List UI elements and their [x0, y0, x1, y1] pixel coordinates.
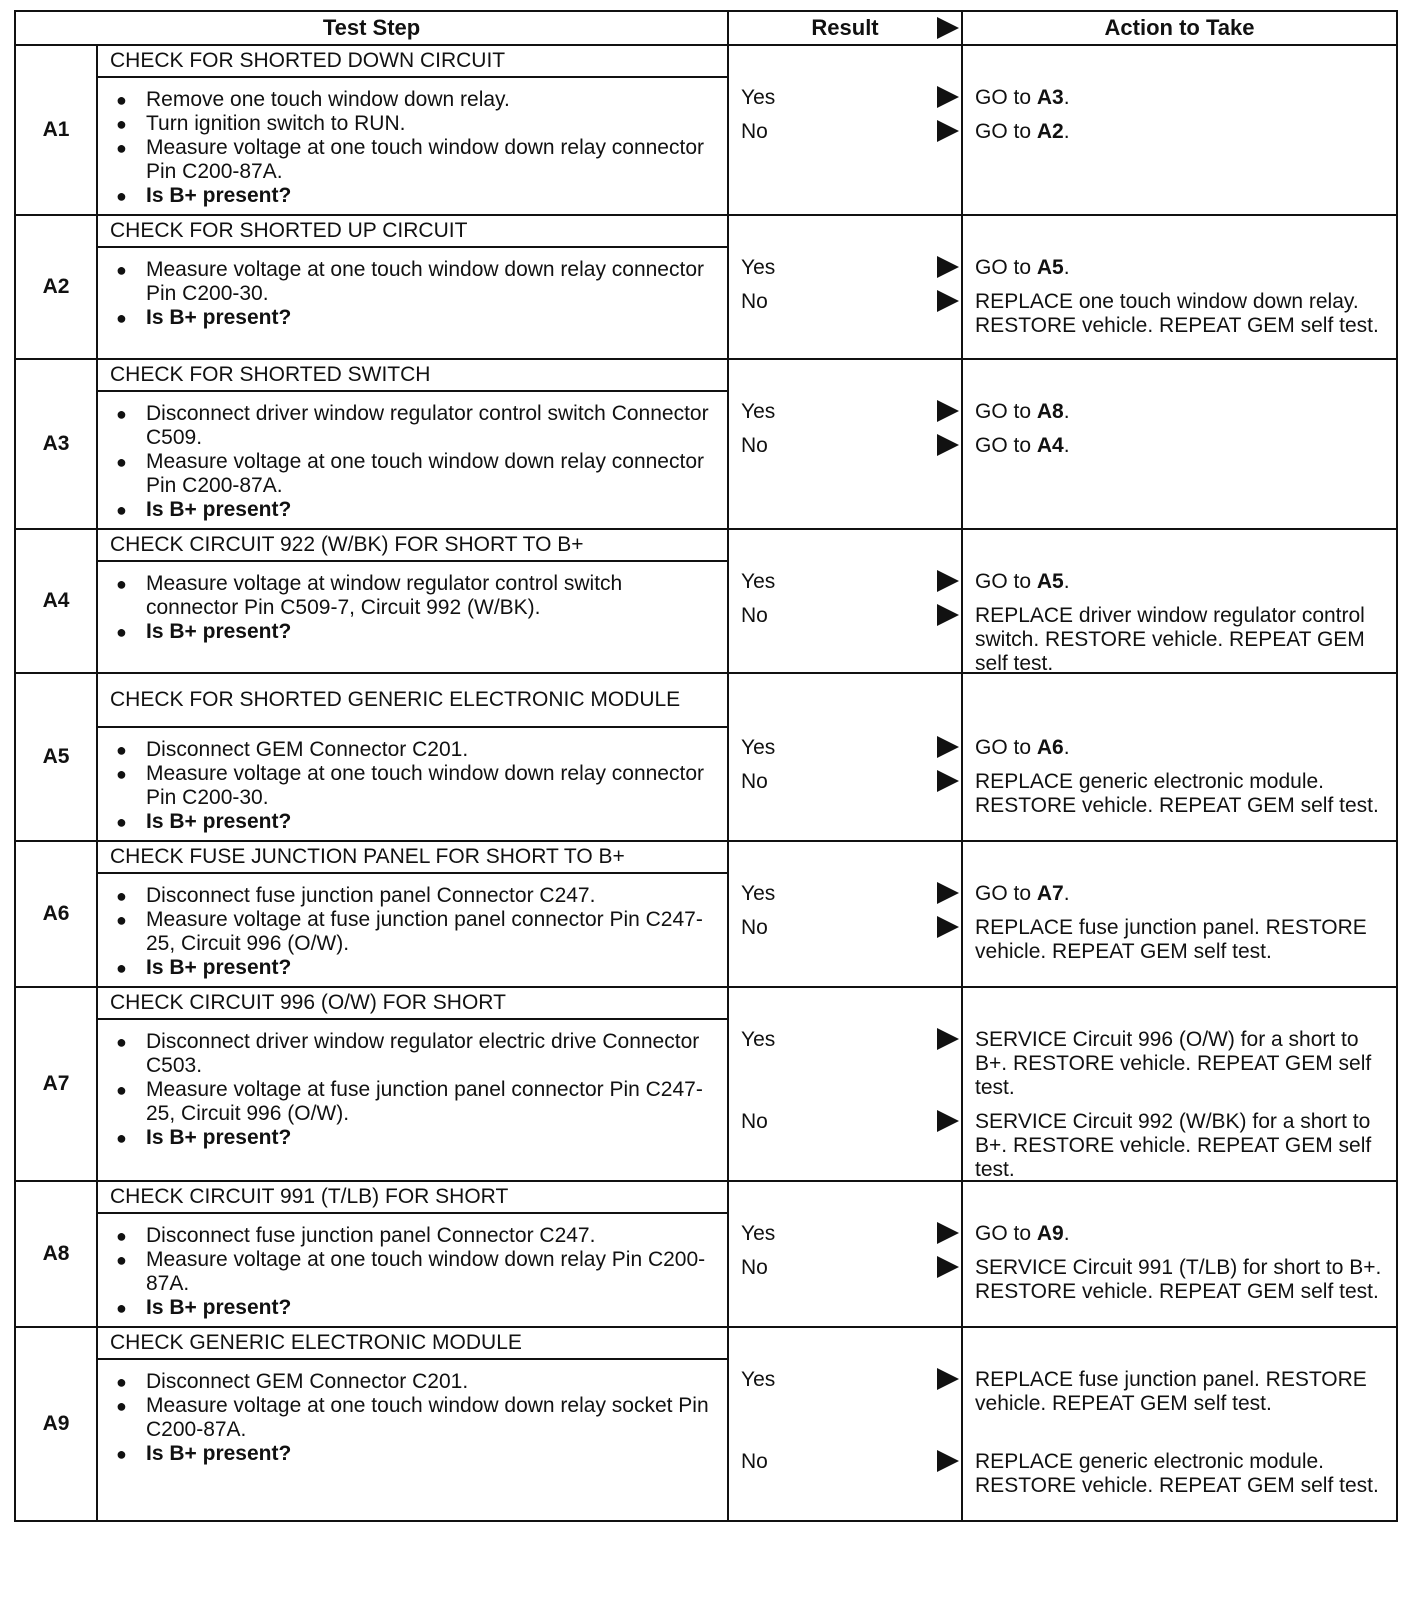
action-text: GO to: [975, 570, 1037, 593]
action-cell: [962, 673, 1397, 841]
arrow-icon: [937, 916, 959, 938]
bullet-list: [108, 738, 717, 834]
result-yes: Yes: [741, 882, 776, 905]
bullet-item: ● Turn ignition switch to RUN.: [108, 112, 717, 136]
action-target-step: A7: [1036, 882, 1064, 905]
result-no: No: [741, 290, 768, 313]
step-title-row: [15, 1181, 1397, 1213]
action-text: GO to: [975, 120, 1037, 143]
action-yes: [975, 736, 1386, 760]
action-suffix: .: [1063, 1222, 1070, 1245]
action-target-step: A2: [1036, 120, 1064, 143]
action-yes: [975, 1368, 1386, 1416]
step-id: A2: [15, 215, 97, 359]
action-text: GO to: [975, 736, 1037, 759]
result-cell: [728, 841, 962, 987]
step-title: CHECK FOR SHORTED GENERIC ELECTRONIC MODULE: [97, 673, 728, 727]
result-cell: [728, 987, 962, 1181]
action-text: SERVICE Circuit 992 (W/BK) for a short to B+. RESTORE vehicle. REPEAT GEM self test.: [975, 1110, 1372, 1181]
bullet-item: ● Disconnect driver window regulator control switch Connector C509.: [108, 402, 717, 450]
step-question: ● Is B+ present?: [108, 306, 717, 330]
action-no: [975, 604, 1386, 676]
bullet-list: [108, 884, 717, 980]
action-no: [975, 1110, 1386, 1182]
action-no: [975, 434, 1386, 458]
bullet-item: ● Measure voltage at one touch window down relay connector Pin C200-87A.: [108, 136, 717, 184]
arrow-icon: [937, 770, 959, 792]
result-no: No: [741, 1450, 768, 1473]
step-id: A9: [15, 1327, 97, 1521]
step-question: ● Is B+ present?: [108, 1442, 717, 1466]
bullet-item: ● Measure voltage at one touch window down relay connector Pin C200-30.: [108, 258, 717, 306]
step-title-row: [15, 1327, 1397, 1359]
result-cell: [728, 1327, 962, 1521]
action-cell: [962, 359, 1397, 529]
step-title-row: [15, 45, 1397, 77]
test-step-table: [14, 10, 1398, 1522]
action-text: REPLACE one touch window down relay. RESTORE vehicle. REPEAT GEM self test.: [975, 290, 1379, 337]
result-yes: Yes: [741, 1368, 776, 1391]
action-cell: [962, 529, 1397, 673]
step-question: ● Is B+ present?: [108, 956, 717, 980]
arrow-icon: [937, 17, 959, 39]
arrow-icon: [937, 86, 959, 108]
step-title-row: [15, 841, 1397, 873]
arrow-icon: [937, 256, 959, 278]
action-target-step: A4: [1036, 434, 1064, 457]
action-yes: [975, 1028, 1386, 1100]
arrow-icon: [937, 570, 959, 592]
step-title-row: [15, 529, 1397, 561]
header-result-label: Result: [811, 15, 879, 40]
bullet-item: ● Disconnect GEM Connector C201.: [108, 1370, 717, 1394]
action-text: REPLACE driver window regulator control switch. RESTORE vehicle. REPEAT GEM self test.: [975, 604, 1365, 675]
arrow-icon: [937, 882, 959, 904]
table-header-row: [15, 11, 1397, 45]
step-id: A1: [15, 45, 97, 215]
step-title: CHECK CIRCUIT 996 (O/W) FOR SHORT: [97, 987, 728, 1019]
arrow-icon: [937, 400, 959, 422]
action-text: REPLACE fuse junction panel. RESTORE vehicle. REPEAT GEM self test.: [975, 1368, 1367, 1415]
step-title: CHECK FOR SHORTED DOWN CIRCUIT: [97, 45, 728, 77]
action-suffix: .: [1063, 736, 1070, 759]
action-no: [975, 1450, 1386, 1498]
header-result: [728, 11, 962, 45]
action-suffix: .: [1063, 570, 1070, 593]
action-text: REPLACE fuse junction panel. RESTORE vehicle. REPEAT GEM self test.: [975, 916, 1367, 963]
step-instructions: [97, 1019, 728, 1181]
arrow-icon: [937, 1222, 959, 1244]
action-target-step: A9: [1036, 1222, 1064, 1245]
action-suffix: .: [1063, 434, 1070, 457]
step-question: ● Is B+ present?: [108, 498, 717, 522]
arrow-icon: [937, 1028, 959, 1050]
result-yes: Yes: [741, 1222, 776, 1245]
action-yes: [975, 882, 1386, 906]
action-no: [975, 916, 1386, 964]
bullet-list: [108, 1370, 717, 1466]
result-no: No: [741, 1110, 768, 1133]
action-yes: [975, 256, 1386, 280]
bullet-list: [108, 402, 717, 522]
arrow-icon: [937, 604, 959, 626]
action-cell: [962, 45, 1397, 215]
action-no: [975, 1256, 1386, 1304]
action-yes: [975, 570, 1386, 594]
result-yes: Yes: [741, 1028, 776, 1051]
action-text: GO to: [975, 256, 1037, 279]
step-id: A5: [15, 673, 97, 841]
step-title-row: [15, 215, 1397, 247]
action-target-step: A5: [1036, 570, 1064, 593]
action-text: GO to: [975, 882, 1037, 905]
result-cell: [728, 1181, 962, 1327]
result-yes: Yes: [741, 400, 776, 423]
step-id: A3: [15, 359, 97, 529]
bullet-item: ● Disconnect driver window regulator electric drive Connector C503.: [108, 1030, 717, 1078]
action-cell: [962, 1181, 1397, 1327]
result-no: No: [741, 120, 768, 143]
action-no: [975, 120, 1386, 144]
action-text: REPLACE generic electronic module. RESTORE vehicle. REPEAT GEM self test.: [975, 770, 1379, 817]
step-instructions: [97, 727, 728, 841]
bullet-item: ● Disconnect fuse junction panel Connector C247.: [108, 1224, 717, 1248]
action-suffix: .: [1063, 86, 1070, 109]
action-target-step: A8: [1036, 400, 1064, 423]
result-no: No: [741, 604, 768, 627]
step-title-row: [15, 673, 1397, 727]
step-instructions: [97, 77, 728, 215]
step-title: CHECK GENERIC ELECTRONIC MODULE: [97, 1327, 728, 1359]
step-instructions: [97, 1213, 728, 1327]
result-no: No: [741, 1256, 768, 1279]
result-no: No: [741, 916, 768, 939]
step-question: ● Is B+ present?: [108, 1296, 717, 1320]
action-suffix: .: [1063, 882, 1070, 905]
bullet-item: ● Disconnect fuse junction panel Connector C247.: [108, 884, 717, 908]
step-instructions: [97, 247, 728, 359]
action-cell: [962, 215, 1397, 359]
result-cell: [728, 529, 962, 673]
action-target-step: A3: [1036, 86, 1064, 109]
action-yes: [975, 400, 1386, 424]
bullet-item: ● Measure voltage at one touch window down relay socket Pin C200-87A.: [108, 1394, 717, 1442]
action-suffix: .: [1063, 256, 1070, 279]
action-target-step: A6: [1036, 736, 1064, 759]
action-yes: [975, 1222, 1386, 1246]
result-yes: Yes: [741, 570, 776, 593]
bullet-list: [108, 88, 717, 208]
step-question: ● Is B+ present?: [108, 810, 717, 834]
step-title: CHECK FOR SHORTED UP CIRCUIT: [97, 215, 728, 247]
step-title: CHECK CIRCUIT 991 (T/LB) FOR SHORT: [97, 1181, 728, 1213]
bullet-item: ● Measure voltage at one touch window down relay connector Pin C200-87A.: [108, 450, 717, 498]
arrow-icon: [937, 1450, 959, 1472]
bullet-item: ● Measure voltage at one touch window down relay Pin C200-87A.: [108, 1248, 717, 1296]
step-id: A6: [15, 841, 97, 987]
action-text: SERVICE Circuit 991 (T/LB) for short to B+. RESTORE vehicle. REPEAT GEM self test.: [975, 1256, 1382, 1303]
step-title-row: [15, 987, 1397, 1019]
result-no: No: [741, 770, 768, 793]
step-title: CHECK FUSE JUNCTION PANEL FOR SHORT TO B+: [97, 841, 728, 873]
action-cell: [962, 987, 1397, 1181]
bullet-item: ● Remove one touch window down relay.: [108, 88, 717, 112]
action-text: GO to: [975, 1222, 1037, 1245]
arrow-icon: [937, 736, 959, 758]
bullet-list: [108, 258, 717, 330]
step-instructions: [97, 873, 728, 987]
result-yes: Yes: [741, 86, 776, 109]
header-test-step: Test Step: [15, 11, 728, 45]
bullet-item: ● Disconnect GEM Connector C201.: [108, 738, 717, 762]
step-id: A7: [15, 987, 97, 1181]
action-text: GO to: [975, 400, 1037, 423]
action-yes: [975, 86, 1386, 110]
arrow-icon: [937, 1368, 959, 1390]
result-yes: Yes: [741, 736, 776, 759]
action-text: SERVICE Circuit 996 (O/W) for a short to B+. RESTORE vehicle. REPEAT GEM self test.: [975, 1028, 1372, 1099]
result-no: No: [741, 434, 768, 457]
result-cell: [728, 215, 962, 359]
arrow-icon: [937, 1110, 959, 1132]
arrow-icon: [937, 1256, 959, 1278]
step-title: CHECK FOR SHORTED SWITCH: [97, 359, 728, 391]
result-cell: [728, 359, 962, 529]
step-instructions: [97, 1359, 728, 1521]
action-target-step: A5: [1036, 256, 1064, 279]
action-cell: [962, 1327, 1397, 1521]
bullet-list: [108, 572, 717, 644]
step-instructions: [97, 561, 728, 673]
step-question: ● Is B+ present?: [108, 184, 717, 208]
step-title: CHECK CIRCUIT 922 (W/BK) FOR SHORT TO B+: [97, 529, 728, 561]
action-suffix: .: [1063, 120, 1070, 143]
step-question: ● Is B+ present?: [108, 1126, 717, 1150]
action-text: GO to: [975, 86, 1037, 109]
step-title-row: [15, 359, 1397, 391]
bullet-list: [108, 1030, 717, 1150]
action-suffix: .: [1063, 400, 1070, 423]
step-instructions: [97, 391, 728, 529]
arrow-icon: [937, 434, 959, 456]
arrow-icon: [937, 120, 959, 142]
bullet-item: ● Measure voltage at window regulator control switch connector Pin C509-7, Circuit 992 (W/BK).: [108, 572, 717, 620]
header-action: Action to Take: [962, 11, 1397, 45]
result-cell: [728, 45, 962, 215]
step-id: A4: [15, 529, 97, 673]
action-no: [975, 770, 1386, 818]
action-text: REPLACE generic electronic module. RESTORE vehicle. REPEAT GEM self test.: [975, 1450, 1379, 1497]
arrow-icon: [937, 290, 959, 312]
bullet-item: ● Measure voltage at fuse junction panel connector Pin C247-25, Circuit 996 (O/W).: [108, 1078, 717, 1126]
action-text: GO to: [975, 434, 1037, 457]
bullet-item: ● Measure voltage at one touch window down relay connector Pin C200-30.: [108, 762, 717, 810]
bullet-item: ● Measure voltage at fuse junction panel connector Pin C247-25, Circuit 996 (O/W).: [108, 908, 717, 956]
step-question: ● Is B+ present?: [108, 620, 717, 644]
step-id: A8: [15, 1181, 97, 1327]
bullet-list: [108, 1224, 717, 1320]
result-cell: [728, 673, 962, 841]
result-yes: Yes: [741, 256, 776, 279]
action-cell: [962, 841, 1397, 987]
action-no: [975, 290, 1386, 338]
